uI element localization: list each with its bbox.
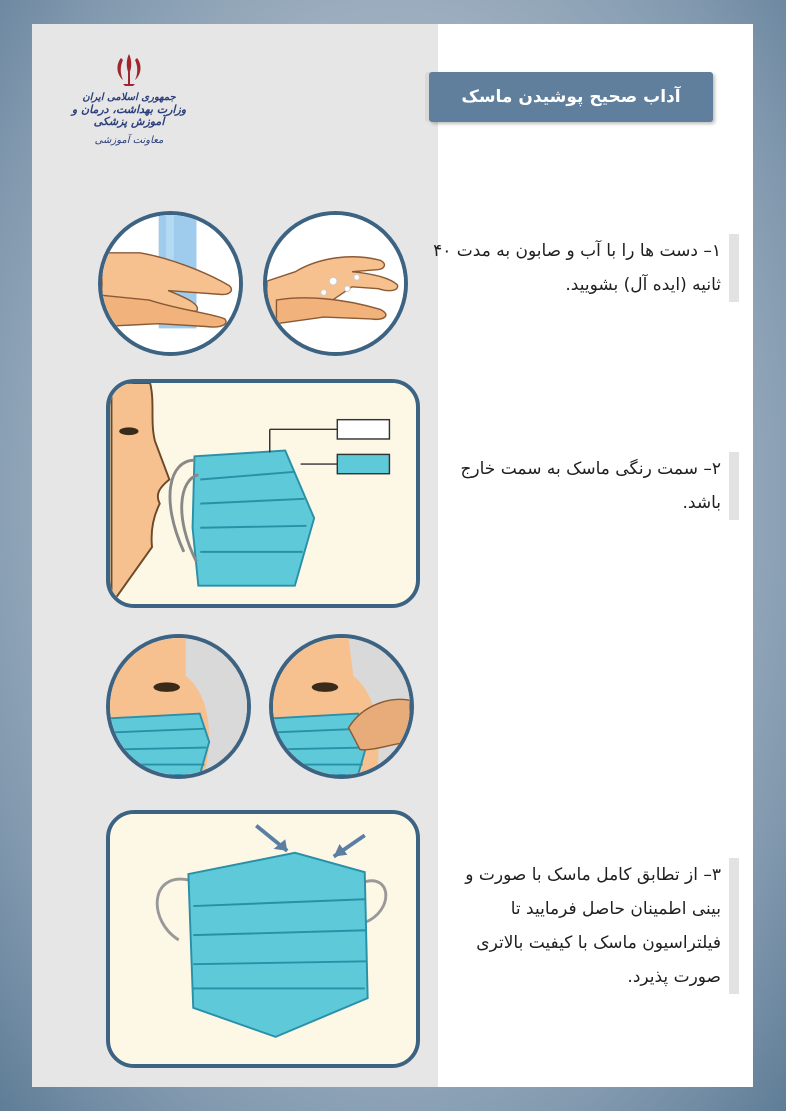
pinch-nose-strip-image [269, 634, 414, 779]
country-name: جمهوری اسلامی ایران [82, 92, 176, 103]
mask-on-face-image [106, 634, 251, 779]
iran-emblem-icon [109, 50, 149, 90]
inner-side-label-box [337, 420, 389, 439]
deputy-name: معاونت آموزشی [94, 134, 164, 146]
step-1-text: ۱– دست ها را با آب و صابون به مدت ۴۰ ثانیه (ایده آل) بشویید. [431, 234, 739, 302]
ministry-name: وزارت بهداشت، درمان و آموزش پزشکی [71, 102, 187, 129]
outer-side-label-box [337, 454, 389, 473]
mask-front-view-image [106, 810, 420, 1068]
mask-side-view-image [106, 379, 420, 608]
poster-page [32, 24, 753, 1087]
wash-hands-water-image [98, 211, 243, 356]
poster-title: آداب صحیح پوشیدن ماسک [429, 72, 713, 122]
illustration-panel [32, 24, 438, 1087]
ministry-header [54, 50, 204, 180]
step-3-text: ۳– از تطابق کامل ماسک با صورت و بینی اطمینان حاصل فرمایید تا فیلتراسیون ماسک با کیفیت بالاتری صورت پذیرد. [431, 858, 739, 994]
wash-hands-soap-image [263, 211, 408, 356]
step-2-text: ۲– سمت رنگی ماسک به سمت خارج باشد. [431, 452, 739, 520]
